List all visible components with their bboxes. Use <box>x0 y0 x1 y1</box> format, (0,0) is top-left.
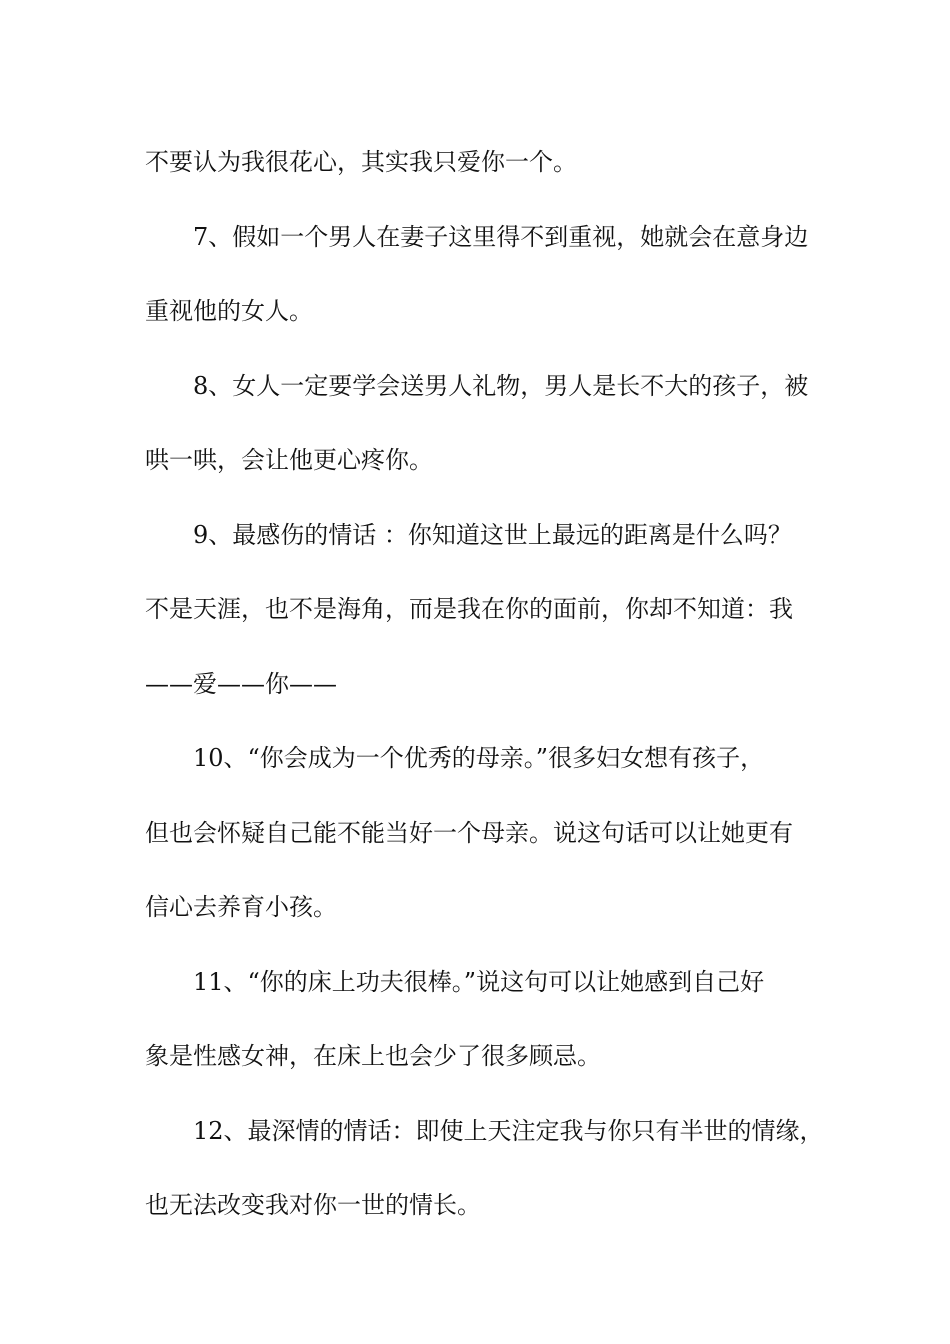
paragraph-11-line-1: 11、“你的床上功夫很棒。”说这句可以让她感到自己好 <box>193 967 765 996</box>
paragraph-9-line-2: 不是天涯，也不是海角，而是我在你的面前，你却不知道：我 <box>145 595 793 623</box>
paragraph-11-line-2: 象是性感女神，在床上也会少了很多顾忌。 <box>145 1042 601 1070</box>
paragraph-10-line-2: 但也会怀疑自己能不能当好一个母亲。说这句话可以让她更有 <box>145 818 793 847</box>
paragraph-12-line-2: 也无法改变我对你一世的情长。 <box>145 1191 481 1219</box>
paragraph-8-line-1: 8、女人一定要学会送男人礼物，男人是长不大的孩子，被 <box>193 371 809 400</box>
paragraph-10-line-1: 10、“你会成为一个优秀的母亲。”很多妇女想有孩子， <box>193 744 765 772</box>
paragraph-7-line-1: 7、假如一个男人在妻子这里得不到重视，她就会在意身边 <box>193 222 809 251</box>
document-body <box>145 125 824 1243</box>
paragraph-12-line-1: 12、最深情的情话：即使上天注定我与你只有半世的情缘， <box>193 1116 824 1145</box>
text-line: 不要认为我很花心，其实我只爱你一个。 <box>145 148 577 176</box>
paragraph-9-line-1: 9、最感伤的情话 ：你知道这世上最远的距离是什么吗？ <box>193 520 792 549</box>
paragraph-10-line-3: 信心去养育小孩。 <box>145 893 337 921</box>
paragraph-7-line-2: 重视他的女人。 <box>145 297 313 325</box>
paragraph-8-line-2: 哄一哄，会让他更心疼你。 <box>145 446 433 474</box>
paragraph-9-line-3: ——爱——你—— <box>145 669 337 698</box>
